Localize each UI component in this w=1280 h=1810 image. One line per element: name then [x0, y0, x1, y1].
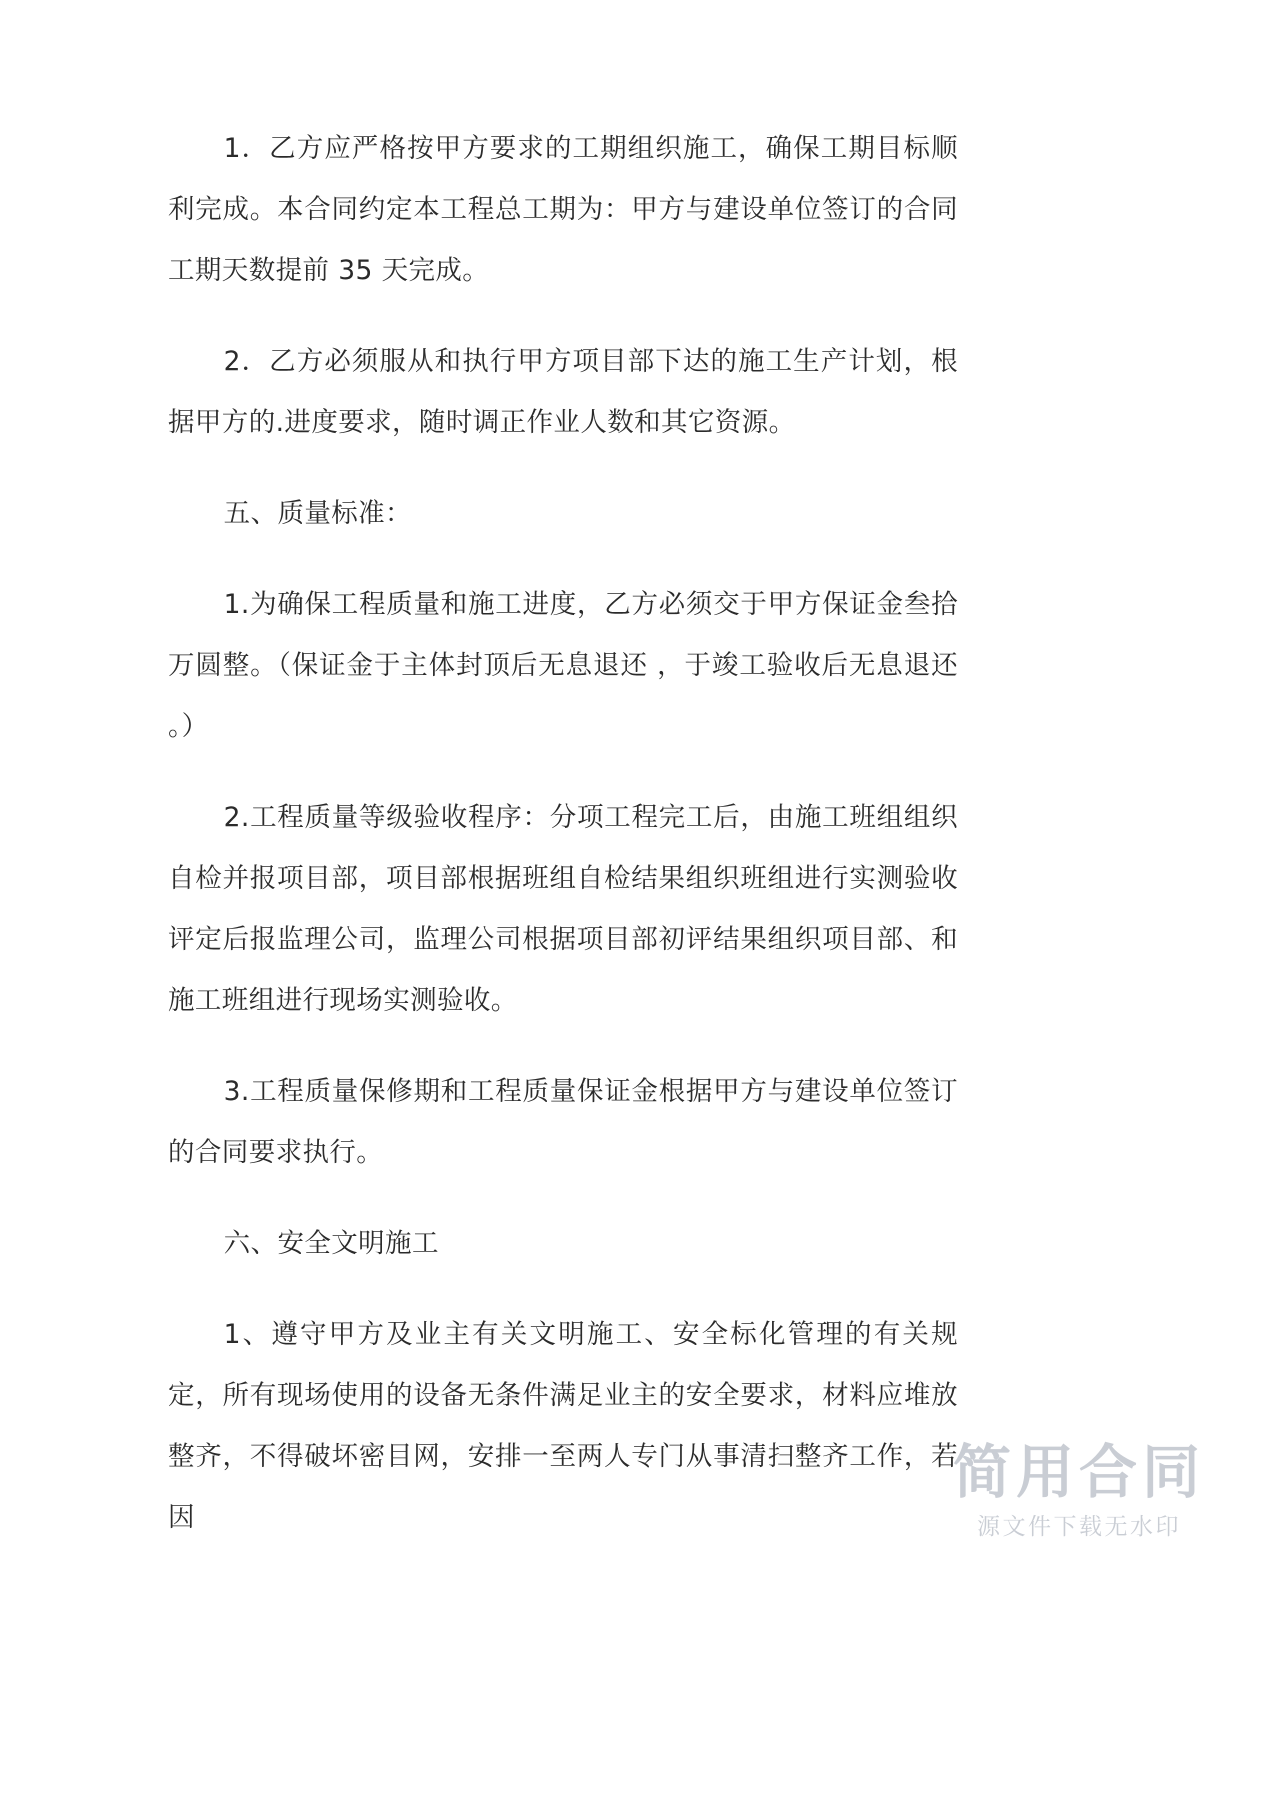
section-heading-safety-construction: 六、安全文明施工: [223, 1228, 439, 1259]
watermark-brand: 简用合同: [952, 1437, 1205, 1506]
paragraph-safety-1: 1、遵守甲方及业主有关文明施工、安全标化管理的有关规定，所有现场使用的设备无条件满足业主的安全要求，材料应堆放整齐，不得破坏密目网，安排一至两人专门从事清扫整齐工作，若因: [168, 1319, 958, 1533]
paragraph-period-2: 2．乙方必须服从和执行甲方项目部下达的施工生产计划，根据甲方的.进度要求，随时调正作业人数和其它资源。: [168, 346, 958, 438]
paragraph-quality-1: 1.为确保工程质量和施工进度，乙方必须交于甲方保证金叁拾万圆整。（保证金于主体封顶后无息退还 ，于竣工验收后无息退还 。）: [168, 589, 967, 742]
paragraph-quality-2: 2.工程质量等级验收程序：分项工程完工后，由施工班组组织自检并报项目部，项目部根据班组自检结果组织班组进行实测验收评定后报监理公司，监理公司根据项目部初评结果组织项目部、和施工班组进行现场实测验收。: [168, 802, 958, 1016]
document-body: [168, 118, 967, 1548]
watermark-tagline: 源文件下载无水印: [977, 1514, 1181, 1541]
watermark: [914, 1437, 1244, 1542]
paragraph-quality-3: 3.工程质量保修期和工程质量保证金根据甲方与建设单位签订的合同要求执行。: [168, 1076, 958, 1168]
section-heading-quality-standards: 五、质量标准：: [223, 498, 412, 529]
paragraph-period-1: 1．乙方应严格按甲方要求的工期组织施工，确保工期目标顺利完成。本合同约定本工程总工期为：甲方与建设单位签订的合同工期天数提前 35 天完成。: [168, 133, 958, 286]
